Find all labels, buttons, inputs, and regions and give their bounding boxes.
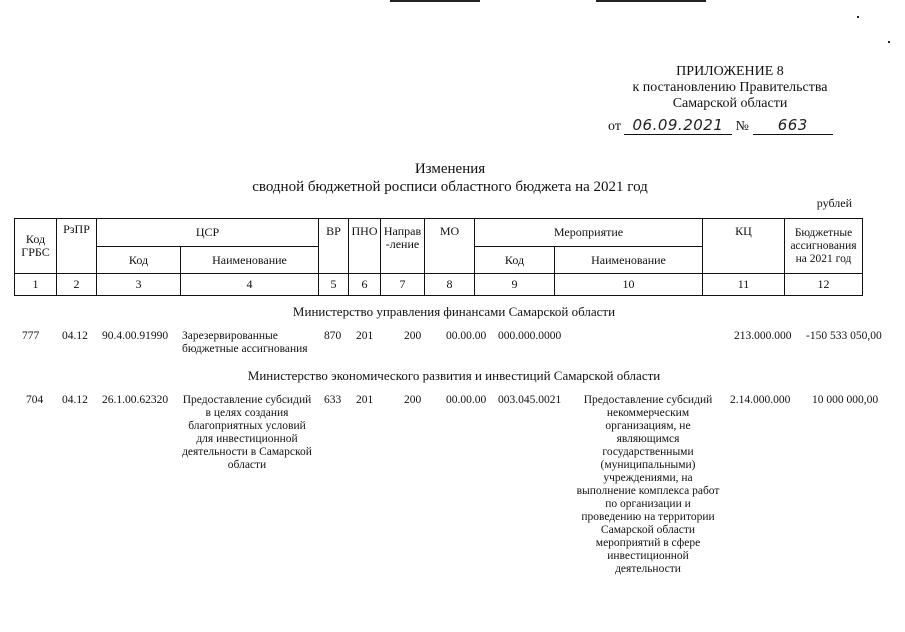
date-value: 06.09.2021 xyxy=(624,116,732,135)
cell-csr-name: Зарезервированные бюджетные ассигнования xyxy=(182,330,308,355)
section-title: Министерство экономического развития и инвестиций Самарской области xyxy=(247,368,661,383)
scan-mark xyxy=(596,0,706,2)
header-meropr: Мероприятие xyxy=(475,219,703,247)
column-number: 3 xyxy=(97,274,181,296)
annex-block xyxy=(600,64,860,112)
column-number: 11 xyxy=(703,274,785,296)
scan-mark xyxy=(390,0,480,2)
column-number: 2 xyxy=(57,274,97,296)
document-title xyxy=(200,160,700,196)
cell-kc: 213.000.000 xyxy=(734,330,792,342)
header-budget: Бюджетные ассигнования на 2021 год xyxy=(785,219,863,274)
header-kod-grbs: Код ГРБС xyxy=(15,219,57,274)
scan-dot xyxy=(888,41,890,43)
cell-csr-kod: 90.4.00.91990 xyxy=(102,330,169,342)
cell-naprav: 200 xyxy=(404,394,422,406)
cell-csr-name: Предоставление субсидий в целях создания благоприятных условий для инвестиционной деятельности в Самарской области xyxy=(182,394,312,471)
cell-meropr-kod: 000.000.0000 xyxy=(498,330,562,342)
header-meropr-kod: Код xyxy=(475,247,555,274)
column-number: 4 xyxy=(181,274,319,296)
column-number: 6 xyxy=(349,274,381,296)
column-number: 7 xyxy=(381,274,425,296)
annex-subtitle: к постановлению Правительства xyxy=(632,80,828,95)
column-number: 9 xyxy=(475,274,555,296)
column-number: 5 xyxy=(319,274,349,296)
number-prefix: № xyxy=(735,119,749,134)
cell-vr: 633 xyxy=(324,394,342,406)
number-value: 663 xyxy=(753,116,833,135)
column-number: 8 xyxy=(425,274,475,296)
table-header xyxy=(14,218,863,296)
cell-pno: 201 xyxy=(356,330,374,342)
header-kc: КЦ xyxy=(703,219,785,274)
header-csr-kod: Код xyxy=(97,247,181,274)
header-csr-name: Наименование xyxy=(181,247,319,274)
column-number: 1 xyxy=(15,274,57,296)
scan-dot xyxy=(857,16,859,18)
annex-date-number xyxy=(608,116,833,135)
cell-naprav: 200 xyxy=(404,330,422,342)
annex-region: Самарской области xyxy=(672,96,788,111)
header-csr: ЦСР xyxy=(97,219,319,247)
cell-csr-kod: 26.1.00.62320 xyxy=(102,394,169,406)
section-title: Министерство управления финансами Самарской области xyxy=(292,304,616,319)
header-rzpr: РзПР xyxy=(57,219,97,274)
cell-grbs: 777 xyxy=(22,330,40,342)
cell-rzpr: 04.12 xyxy=(62,330,88,342)
date-prefix: от xyxy=(608,119,621,134)
header-vr: ВР xyxy=(319,219,349,274)
cell-pno: 201 xyxy=(356,394,374,406)
title-line-2: сводной бюджетной росписи областного бюджета на 2021 год xyxy=(252,179,648,195)
column-number: 10 xyxy=(555,274,703,296)
cell-mo: 00.00.00 xyxy=(446,330,487,342)
cell-amount: 10 000 000,00 xyxy=(812,394,879,406)
cell-rzpr: 04.12 xyxy=(62,394,88,406)
cell-kc: 2.14.000.000 xyxy=(730,394,791,406)
header-mo: МО xyxy=(425,219,475,274)
cell-vr: 870 xyxy=(324,330,342,342)
cell-grbs: 704 xyxy=(26,394,44,406)
units-label: рублей xyxy=(816,196,852,210)
cell-meropr-name: Предоставление субсидий некоммерческим организациям, не являющимся государственными (муниципальными) учреждениями, на выполнение комплекса работ по организации и проведению на территории Самарской области мероприятий в сфере инвестиционной деятельности xyxy=(576,394,720,575)
cell-mo: 00.00.00 xyxy=(446,394,487,406)
header-pno: ПНО xyxy=(349,219,381,274)
cell-meropr-kod: 003.045.0021 xyxy=(498,394,562,406)
column-number: 12 xyxy=(785,274,863,296)
header-meropr-name: Наименование xyxy=(555,247,703,274)
annex-title: ПРИЛОЖЕНИЕ 8 xyxy=(676,64,784,79)
header-naprav: Направ-ление xyxy=(381,219,425,274)
cell-amount: -150 533 050,00 xyxy=(806,330,882,342)
title-line-1: Изменения xyxy=(414,161,486,177)
